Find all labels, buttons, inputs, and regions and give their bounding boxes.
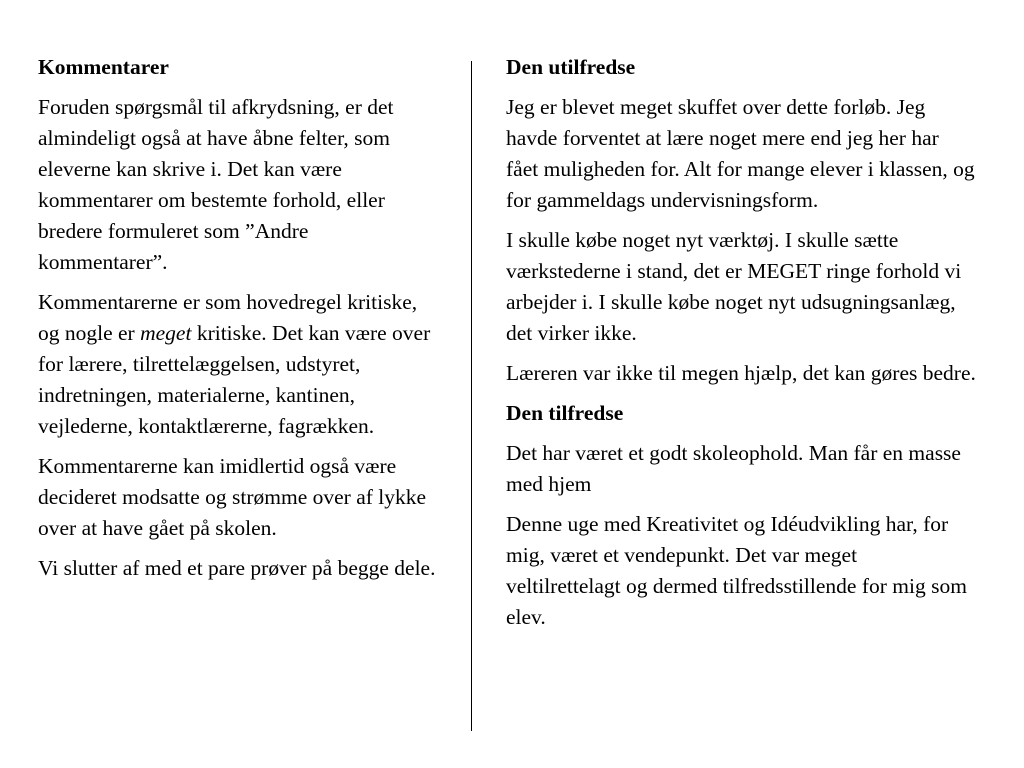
kommentarer-heading: Kommentarer (38, 55, 169, 79)
critical-text-start: Kommentarerne er som hovedregel kritiske, og nogle er (38, 290, 418, 345)
utilfredse-paragraph-3: Læreren var ikke til megen hjælp, det kan gøres bedre. (506, 361, 976, 385)
utilfredse-paragraph-2: I skulle købe noget nyt værktøj. I skulle sætte værkstederne i stand, det er MEGET ringe forhold vi arbejder i. I skulle købe noget nyt udsugningsanlæg, det virker ikke. (506, 228, 962, 345)
tilfredse-paragraph-1: Det har været et godt skoleophold. Man får en masse med hjem (506, 441, 961, 496)
column-divider (471, 61, 472, 731)
critical-text-end: kritiske. Det kan være over for lærere, tilrettelæggelsen, udstyret, indretningen, materialerne, kantinen, vejlederne, kontaktlærerne, fagrækken. (38, 321, 431, 438)
intro-paragraph: Foruden spørgsmål til afkrydsning, er det almindeligt også at have åbne felter, som eleverne kan skrive i. Det kan være kommentarer om bestemte forhold, eller bredere formuleret som ”Andre kommentarer”. (38, 95, 394, 274)
critical-comments-paragraph (38, 287, 438, 442)
closing-paragraph: Vi slutter af med et pare prøver på begge dele. (38, 556, 436, 580)
tilfredse-paragraph-2: Denne uge med Kreativitet og Idéudvikling har, for mig, været et vendepunkt. Det var meget veltilrettelagt og dermed tilfredsstillende for mig som elev. (506, 512, 967, 629)
emphasis-meget: meget (140, 321, 192, 345)
utilfredse-paragraph-1: Jeg er blevet meget skuffet over dette forløb. Jeg havde forventet at lære noget mere end jeg her har fået muligheden for. Alt for mange elever i klassen, og for gammeldags undervisningsform. (506, 95, 975, 212)
positive-comments-paragraph: Kommentarerne kan imidlertid også være decideret modsatte og strømme over af lykke over at have gået på skolen. (38, 454, 427, 540)
right-column (506, 52, 976, 642)
left-column (38, 52, 438, 593)
utilfredse-heading: Den utilfredse (506, 55, 636, 79)
tilfredse-heading: Den tilfredse (506, 401, 624, 425)
